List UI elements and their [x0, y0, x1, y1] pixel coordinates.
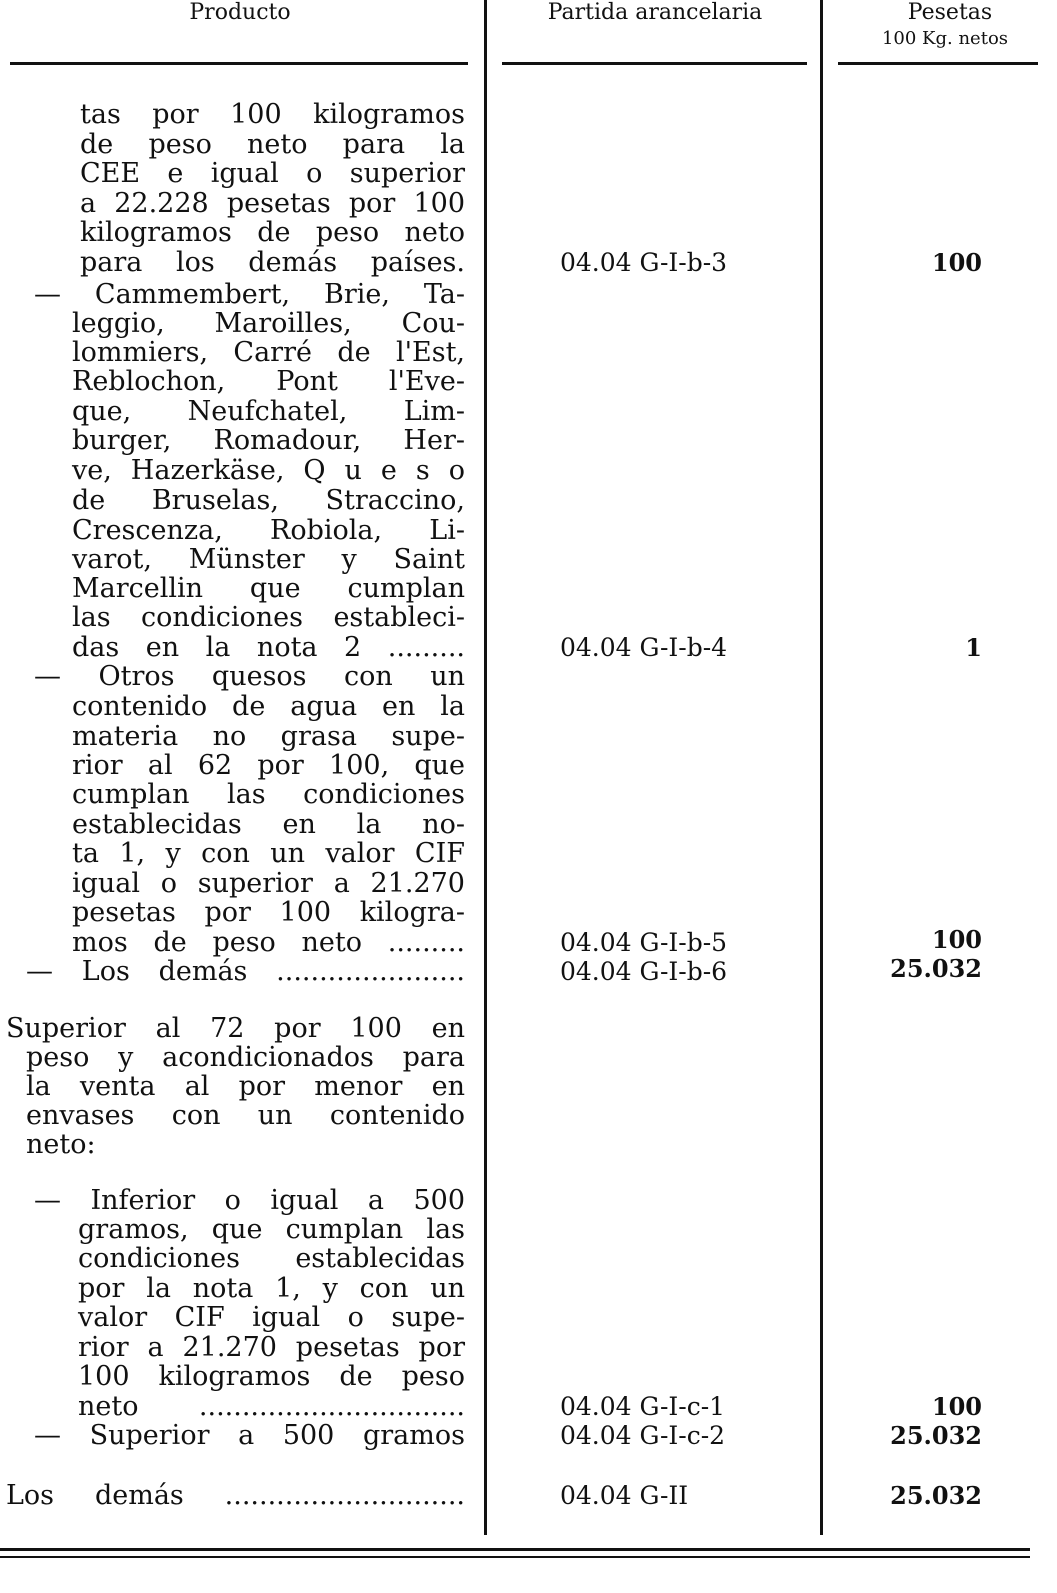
product-line: la venta al por menor en — [26, 1071, 465, 1102]
product-line: establecidas en la no- — [72, 809, 465, 840]
product-line: las condiciones estableci- — [72, 602, 465, 633]
pesetas-value: 25.032 — [890, 1421, 982, 1450]
tariff-code: 04.04 G-I-c-2 — [560, 1421, 726, 1450]
product-line: a 22.228 pesetas por 100 — [80, 188, 465, 219]
header-pesetas-sub: 100 Kg. netos — [881, 28, 1009, 49]
product-line: que, Neufchatel, Lim- — [72, 396, 465, 427]
product-line: igual o superior a 21.270 — [72, 868, 465, 899]
product-line: burger, Romadour, Her- — [72, 425, 465, 456]
product-line: CEE e igual o superior — [80, 158, 465, 189]
product-line: rior a 21.270 pesetas por — [78, 1332, 465, 1363]
product-line: cumplan las condiciones — [72, 779, 465, 810]
pesetas-value: 100 — [931, 925, 982, 954]
product-line: tas por 100 kilogramos — [80, 99, 465, 130]
header-rule-producto — [10, 62, 468, 65]
product-line: de Bruselas, Straccino, — [72, 485, 465, 516]
product-line: — Superior a 500 gramos — [34, 1420, 465, 1451]
product-line: mos de peso neto ......... — [72, 927, 465, 958]
product-line: condiciones establecidas — [78, 1243, 465, 1274]
header-producto: Producto — [189, 0, 291, 25]
product-line: ta 1, y con un valor CIF — [72, 838, 465, 869]
product-line: valor CIF igual o supe- — [78, 1302, 465, 1333]
product-line: 100 kilogramos de peso — [78, 1361, 465, 1392]
product-line: kilogramos de peso neto — [80, 217, 465, 248]
product-line: — Los demás ...................... — [26, 956, 465, 987]
product-line: Marcellin que cumplan — [72, 573, 465, 604]
pesetas-value: 100 — [931, 248, 982, 277]
product-line: para los demás países. — [80, 247, 465, 278]
tariff-code: 04.04 G-I-b-4 — [560, 633, 728, 662]
pesetas-value: 100 — [931, 1392, 982, 1421]
header-pesetas: Pesetas — [907, 0, 993, 25]
column-divider-2 — [820, 0, 823, 1535]
header-rule-pesetas — [838, 62, 1038, 65]
product-line: materia no grasa supe- — [72, 721, 465, 752]
footer-rule-bottom — [0, 1556, 1030, 1558]
tariff-code: 04.04 G-I-b-5 — [560, 928, 728, 957]
product-line: rior al 62 por 100, que — [72, 750, 465, 781]
product-line: das en la nota 2 ......... — [72, 632, 465, 663]
pesetas-value: 25.032 — [890, 1481, 982, 1510]
product-line: Superior al 72 por 100 en — [6, 1013, 465, 1044]
product-line: Los demás ............................ — [6, 1480, 465, 1511]
column-divider-1 — [484, 0, 487, 1535]
product-line: por la nota 1, y con un — [78, 1273, 465, 1304]
header-rule-partida — [502, 62, 807, 65]
tariff-code: 04.04 G-II — [560, 1481, 689, 1510]
product-line: neto ............................... — [78, 1391, 465, 1422]
product-line: peso y acondicionados para — [26, 1042, 465, 1073]
product-line: Reblochon, Pont l'Eve- — [72, 366, 465, 397]
product-line: de peso neto para la — [80, 129, 465, 160]
product-line: — Otros quesos con un — [34, 661, 465, 692]
product-line: gramos, que cumplan las — [78, 1214, 465, 1245]
product-line: leggio, Maroilles, Cou- — [72, 308, 465, 339]
product-line: — Cammembert, Brie, Ta- — [34, 279, 465, 310]
pesetas-value: 1 — [965, 633, 982, 662]
header-partida: Partida arancelaria — [547, 0, 763, 25]
product-line: — Inferior o igual a 500 — [34, 1185, 465, 1216]
tariff-code: 04.04 G-I-c-1 — [560, 1392, 726, 1421]
pesetas-value: 25.032 — [890, 954, 982, 983]
product-line: varot, Münster y Saint — [72, 544, 465, 575]
product-line: envases con un contenido — [26, 1100, 465, 1131]
tariff-code: 04.04 G-I-b-6 — [560, 957, 728, 986]
product-line: contenido de agua en la — [72, 691, 465, 722]
tariff-code: 04.04 G-I-b-3 — [560, 248, 728, 277]
product-line: pesetas por 100 kilogra- — [72, 897, 465, 928]
product-line: ve, Hazerkäse, Q u e s o — [72, 455, 465, 486]
product-line: neto: — [26, 1129, 96, 1160]
footer-rule-top — [0, 1548, 1030, 1551]
product-line: lommiers, Carré de l'Est, — [72, 337, 465, 368]
product-line: Crescenza, Robiola, Li- — [72, 515, 465, 546]
